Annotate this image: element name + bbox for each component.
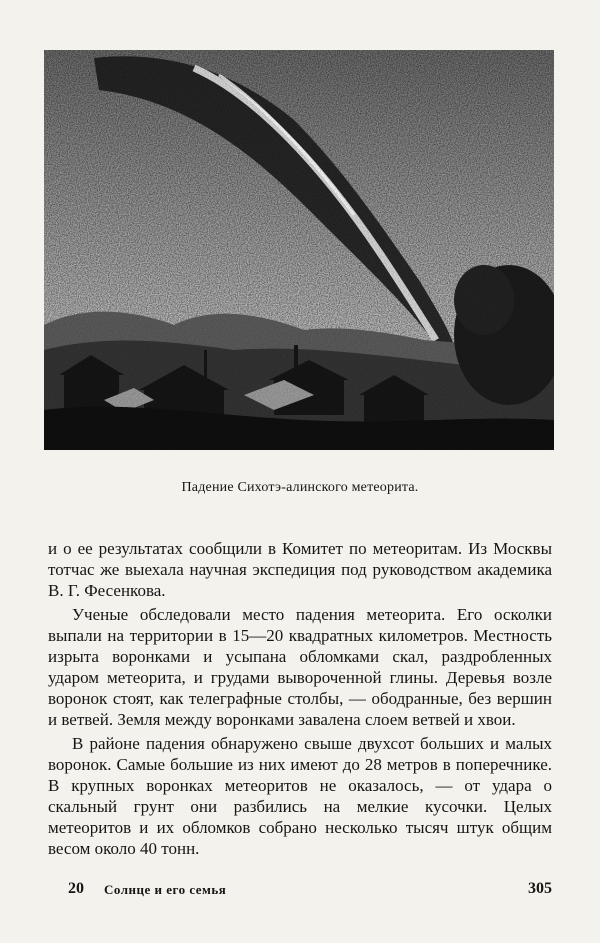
paragraph: Ученые обследовали место падения метеорита. Его осколки выпали на территории в 15—20 квадратных километров. Местность изрыта воронками и усыпана обломками скал, раздробленных ударом метеорита, и грудами вывороченной глины. Деревья возле воронок стоят, как телеграфные столбы, — ободранные, без вершин и ветвей. Земля между воронками завалена слоем ветвей и хвои. xyxy=(48,605,552,729)
page-number-left: 20 xyxy=(68,880,84,897)
page-footer xyxy=(48,880,552,900)
meteorite-engraving-image xyxy=(44,50,554,450)
running-title: Солнце и его семья xyxy=(104,882,227,897)
page-number-right: 305 xyxy=(528,880,552,897)
illustration-caption: Падение Сихотэ-алинского метеорита. xyxy=(181,480,419,495)
meteorite-fall-illustration xyxy=(44,50,554,450)
body-text xyxy=(48,538,552,859)
paragraph: и о ее результатах сообщили в Комитет по метеоритам. Из Москвы тотчас же выехала научная экспедиция под руководством академика В. Г. Фесенкова. xyxy=(48,539,552,600)
paragraph: В районе падения обнаружено свыше двухсот больших и малых воронок. Самые большие из них имеют до 28 метров в поперечнике. В крупных воронках метеоритов не оказалось, — от удара о скальный грунт они разбились на мелкие кусочки. Целых метеоритов и их обломков собрано несколько тысяч штук общим весом около 40 тонн. xyxy=(48,734,552,858)
